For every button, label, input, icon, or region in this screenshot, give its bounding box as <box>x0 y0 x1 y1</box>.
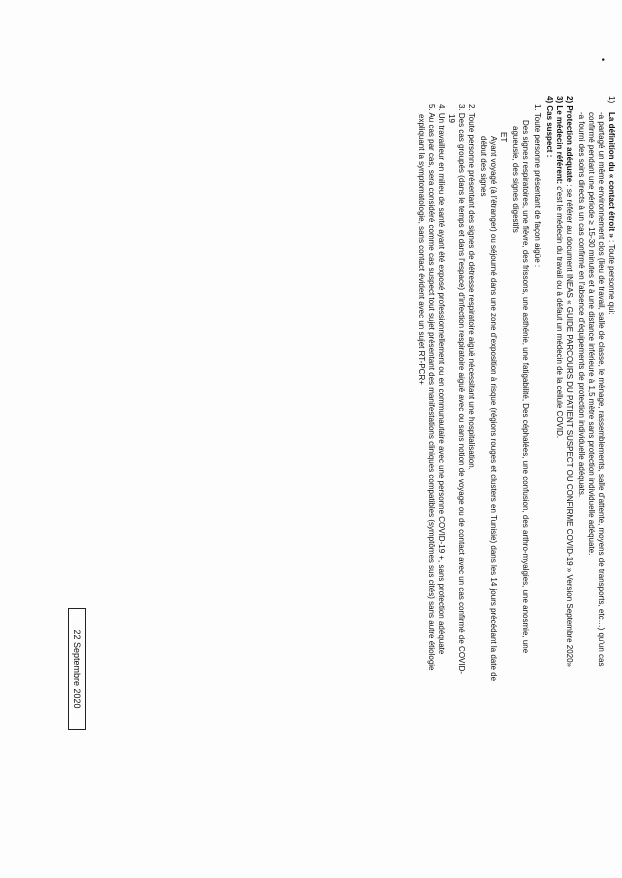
item-1-title-rest: : Toute personne qui: <box>607 237 616 315</box>
scan-dot: • <box>598 58 608 62</box>
item-1-line-4: -a fourni des soins directs à un cas confirmé en l'absence d'équipements de protection individuelle adéquats. <box>577 112 586 498</box>
item-2-line-1 <box>564 96 574 667</box>
sub-1-travel-line-1: Ayant voyagé (à l'étranger) ou séjourné dans une zone d'exposition à risque (régions rouges et clusters en Tunisie) dans les 14 jours précédant la date de <box>489 136 498 682</box>
sub-5-line-2: expliquant la symptomatologie, sans contact évident avec un sujet RT-PCR+ <box>417 114 426 385</box>
item-1-line-1 <box>606 96 616 315</box>
item-3-line-1 <box>554 96 564 438</box>
sub-1-line-1: 1. Toute personne présentant de façon aigüe : <box>533 104 542 268</box>
item-2-label: 2) Protection adéquate <box>565 96 574 183</box>
item-4-line-1 <box>544 96 554 157</box>
item-2-text: : se référer au document INEAS « GUIDE PARCOURS DU PATIENT SUSPECT OU CONFIRME COVID-19 » Version Septembre 2020» <box>565 182 574 668</box>
sub-2-line-1: 2. Toute personne présentant des signes de détresse respiratoire aiguë nécessitant une hospitalisation. <box>467 104 476 470</box>
sub-1-signs-line-1: Des signes respiratoires, une fièvre, des frissons, une asthénie, une fatigabilité, Des céphalées, une confusion, des arthro-myalgies, une anosmie, une <box>521 120 530 654</box>
item-4-label: 4) Cas suspect : <box>545 96 554 158</box>
item-1-line-2: -a partagé un même environnement clos (lieu de travail, salle de classe, le ménage, rassemblements, salle d'attente, moyens de transports, etc…) qu'un cas <box>597 112 606 667</box>
sub-4-line-1: 4. Un travailleur en milieu de santé ayant été exposé professionnellement ou en communautaire avec une personne COVID-19 +, sans protection adéquate <box>437 104 446 655</box>
item-1-title: La définition du « contact étroit » <box>607 112 616 238</box>
sub-1-signs-line-2: agueusie, des signes digestifs <box>511 126 520 233</box>
date-box: 22 Septembre 2020 <box>68 608 86 730</box>
item-3-text: c'est le médecin du travail ou à défaut un médecin de la cellule COVID. <box>555 184 564 439</box>
sub-1-travel-line-2: début des signes <box>479 136 488 197</box>
item-3-label: 3) Le médecin référent: <box>555 96 564 185</box>
sub-1-et: ET <box>499 132 508 143</box>
sub-3-line-1: 3. Des cas groupés (dans le temps et dans l'espace) d'infection respiratoire aiguë avec ou sans notion de voyage ou de contact avec un cas confirmé de COVID- <box>457 104 466 675</box>
item-1-number: 1) <box>607 96 616 104</box>
item-1-line-3: confirmé pendant une période ≥ 15-30 minutes et à une distance inférieure à 1,5 mètre sans protection individuelle adéquate. <box>587 112 596 556</box>
sub-5-line-1: 5. Au cas par cas, sera considéré comme cas suspect tout sujet présentant des manifestations cliniques compatibles (symptômes sus cités) sans autre étiologie <box>427 104 436 671</box>
sub-3-line-2: 19 <box>447 114 456 123</box>
